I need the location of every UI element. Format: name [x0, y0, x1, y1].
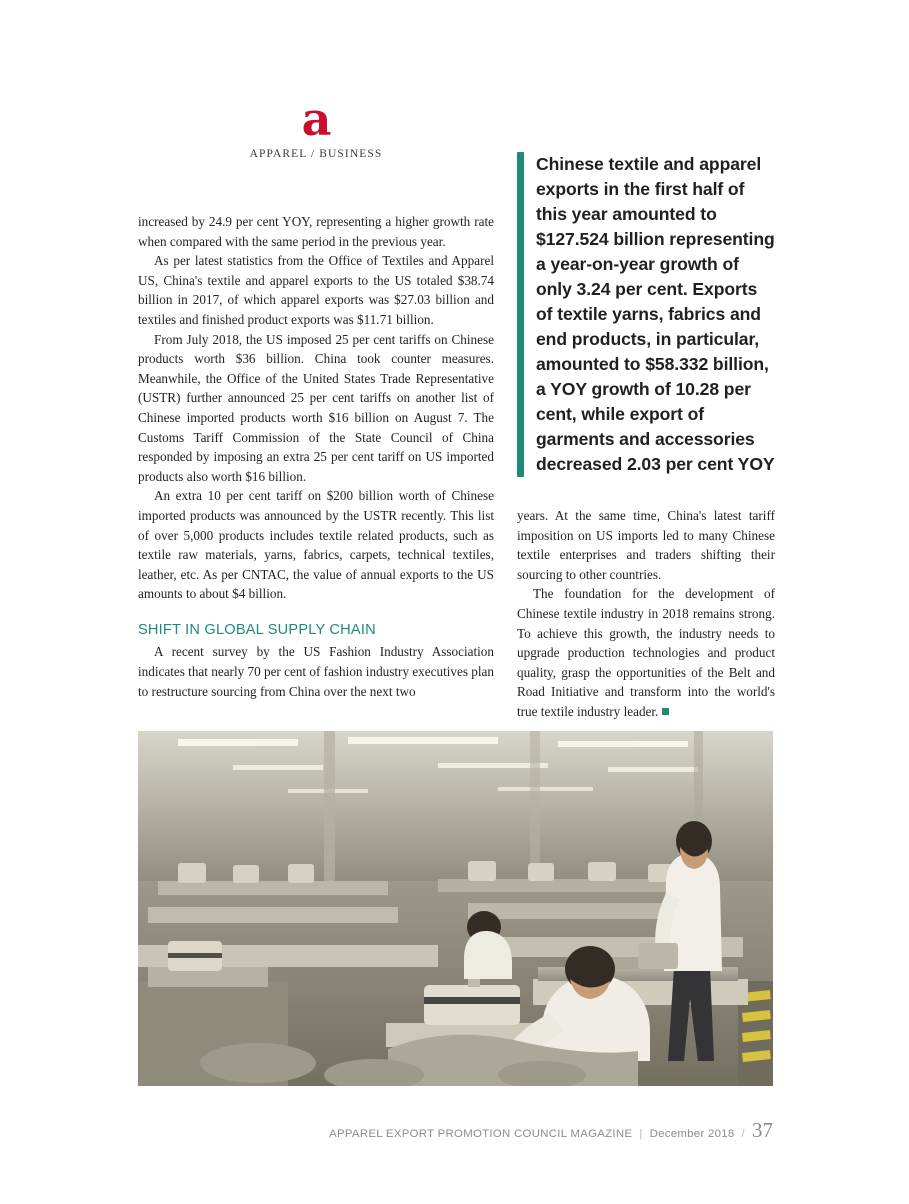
footer-publication: APPAREL EXPORT PROMOTION COUNCIL MAGAZINE	[329, 1128, 633, 1140]
footer-slash: /	[741, 1128, 745, 1140]
paragraph: As per latest statistics from the Office of Textiles and Apparel US, China's textile and apparel exports to the US totaled $38.74 billion in 2017, of which apparel exports was $27.03 billion and textiles and finished product exports was $11.71 billion.	[138, 253, 494, 327]
factory-photo	[138, 731, 773, 1086]
pull-quote-accent-bar	[517, 152, 524, 477]
paragraph: increased by 24.9 per cent YOY, representing a higher growth rate when compared with the same period in the previous year.	[138, 214, 494, 249]
section-heading: SHIFT IN GLOBAL SUPPLY CHAIN	[138, 621, 376, 638]
page-footer	[329, 1118, 773, 1143]
pull-quote-text: Chinese textile and apparel exports in the first half of this year amounted to $127.524 billion representing a year-on-year growth of only 3.24 per cent. Exports of textile yarns, fabrics and end products, in particular, amounted to $58.332 billion, a YOY growth of 10.28 per cent, while export of garments and accessories decreased 2.03 per cent YOY	[536, 154, 775, 474]
left-column	[138, 212, 494, 701]
paragraph	[517, 584, 775, 721]
footer-separator: |	[639, 1128, 643, 1140]
paragraph: years. At the same time, China's latest tariff imposition on US imports led to many Chinese textile enterprises and traders shifting their sourcing to other countries.	[517, 508, 775, 582]
right-column	[517, 506, 775, 722]
paragraph: A recent survey by the US Fashion Industry Association indicates that nearly 70 per cent of fashion industry executives plan to restructure sourcing from China over the next two	[138, 644, 494, 699]
paragraph-text: The foundation for the development of Chinese textile industry in 2018 remains strong. To achieve this growth, the industry needs to upgrade production technologies and product quality, grasp the opportunities of the Belt and Road Initiative and transform into the world's true textile industry leader.	[517, 586, 775, 719]
end-mark-icon	[662, 708, 669, 715]
masthead	[138, 92, 494, 160]
paragraph: From July 2018, the US imposed 25 per cent tariffs on Chinese products worth $36 billion. China took counter measures. Meanwhile, the Office of the United States Trade Representative (USTR) further announced 25 per cent tariffs on another list of Chinese imported products worth $16 billion on August 7. The Customs Tariff Commission of the State Council of China responded by imposing an extra 25 per cent tariff on US imported products also worth $16 billion.	[138, 331, 494, 484]
apparel-logo-icon: a	[301, 92, 331, 146]
pull-quote	[517, 152, 775, 477]
footer-issue: December 2018	[649, 1128, 735, 1140]
factory-photo-illustration	[138, 731, 773, 1086]
footer-page-number: 37	[752, 1118, 773, 1142]
masthead-label: APPAREL / BUSINESS	[249, 148, 383, 160]
paragraph: An extra 10 per cent tariff on $200 billion worth of Chinese imported products was announced by the USTR recently. This list of over 5,000 products includes textile related products, such as textile raw materials, yarns, fabrics, carpets, technical textiles, leather, etc. As per CNTAC, the value of annual exports to the US amounts to about $4 billion.	[138, 488, 494, 602]
